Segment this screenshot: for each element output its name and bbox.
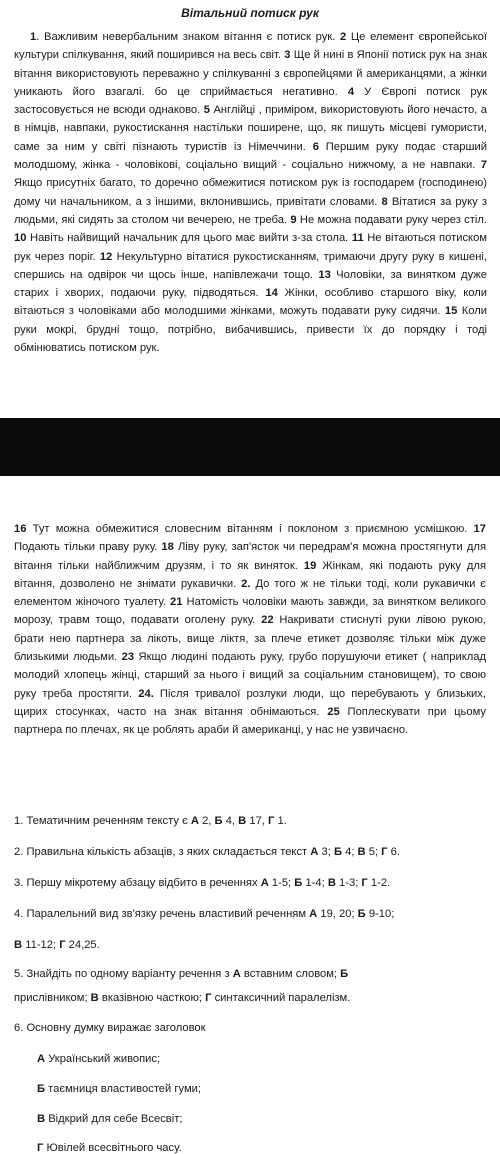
question-text: 19, 20; xyxy=(317,908,358,920)
option-letter: А xyxy=(190,815,199,827)
sentence-number: 24. xyxy=(138,687,154,700)
question-text: 6. Основну думку виражає заголовок xyxy=(14,1022,206,1034)
sentence-number: 3 xyxy=(284,49,291,62)
question-text: 9-10; xyxy=(365,908,395,920)
answer-option-a xyxy=(37,1053,160,1065)
question-text: Ювілей всесвітнього часу. xyxy=(43,1142,182,1154)
question-4 xyxy=(14,908,394,920)
sentence-number: 22 xyxy=(261,614,274,627)
lower-page xyxy=(0,476,500,1154)
sentence-text: Навіть найвищий начальник для цього має вийти з-за стола. xyxy=(26,232,352,245)
black-separator-band xyxy=(0,418,500,476)
option-letter: Б xyxy=(37,1083,46,1095)
sentence-number: 15 xyxy=(444,305,458,318)
sentence-text: До того ж не тільки тоді, коли рукавички є елементом жіночого туалету. xyxy=(14,577,486,609)
sentence-number: 25 xyxy=(327,705,340,718)
option-letter: Б xyxy=(333,846,342,858)
sentence-number: 2. xyxy=(241,577,251,590)
question-text: 17, xyxy=(246,815,269,827)
question-text: 1-3; xyxy=(335,877,362,889)
option-letter: В xyxy=(357,846,366,858)
sentence-number: 21 xyxy=(170,596,183,609)
sentence-text: Вітатися за руку з людьми, які сидять за столом чи вечерею, не треба. xyxy=(14,195,487,226)
sentence-number: 5 xyxy=(203,104,210,117)
question-text: 3; xyxy=(318,846,334,858)
option-letter: Г xyxy=(205,992,212,1004)
lower-paragraph xyxy=(14,520,486,740)
option-letter: А xyxy=(309,908,318,920)
question-text: 1. Тематичним реченням тексту є xyxy=(14,815,191,827)
sentence-text: . Важливим невербальним знаком вітання є потиск рук. xyxy=(36,31,340,43)
sentence-text: Якщо людині подають руку, грубо порушуючи етикет ( наприклад молодий хлопець жінці, старший за нього і вищий за соціальним становищем), то свою руку треба простягти. xyxy=(14,651,486,700)
sentence-number: 23 xyxy=(121,651,135,664)
answer-option-g xyxy=(37,1142,182,1154)
sentence-number: 11 xyxy=(351,232,364,245)
sentence-text: Першим руку подає старший молодшому, жінка - чоловікові, соціально вищий - соціально нижчому, а не навпаки. xyxy=(14,140,487,172)
question-text: 3. Першу мікротему абзацу відбито в реченнях xyxy=(14,877,261,889)
option-letter: А xyxy=(232,968,241,980)
sentence-text: Жінки, особливо старшого віку, коли вітаються з чоловіками або молодшими жінками, можуть подавати руку сидячи. xyxy=(14,287,488,318)
sentence-text: Коли руки мокрі, брудні тощо, потрібно, вибачившись, привести їх до порядку і тоді обмінюватись потиском рук. xyxy=(14,305,487,355)
sentence-number: 4 xyxy=(347,85,355,98)
sentence-text: Не можна подавати руку через стіл. xyxy=(296,213,487,226)
sentence-text: Англійці , приміром, використовують його нечасто, а в німців, навпаки, рукостискання настільки поширене, що, як пишуть місцеві гумористи, саме за ним у світі пізнають туристів із Німеччини. xyxy=(14,104,487,153)
option-letter: В xyxy=(90,992,99,1004)
sentence-number: 6 xyxy=(312,140,319,153)
question-3 xyxy=(14,877,390,889)
question-text: вказівною часткою; xyxy=(98,992,206,1004)
sentence-number: 14 xyxy=(265,287,278,300)
question-text: таємниця властивостей гуми; xyxy=(45,1083,201,1095)
sentence-number: 13 xyxy=(318,268,331,281)
question-text: 5; xyxy=(365,846,382,858)
question-text: прислівником; xyxy=(14,992,91,1004)
sentence-text: Після тривалої розлуки люди, що перебувають у близьких, щирих стосунках, часто на знак вітання обнімаються. xyxy=(14,687,486,718)
option-letter: А xyxy=(37,1053,46,1065)
sentence-number: 17 xyxy=(473,523,486,535)
option-letter: В xyxy=(37,1113,46,1125)
question-text: 2, xyxy=(199,815,215,827)
sentence-text: Ліву руку, зап'ясток чи передрам'я можна простягнути для вітання тільки найближчим друзям, і то як виняток. xyxy=(14,541,486,572)
sentence-number: 12 xyxy=(99,250,113,263)
sentence-text: Накривати стиснуті руки лівою рукою, брати нею партнера за лікоть, вище ліктя, за плече етикет дозволяє тільки між дуже близькими людьми. xyxy=(14,614,487,664)
page-title: Вітальний потиск рук xyxy=(181,6,319,20)
option-letter: Б xyxy=(357,908,366,920)
question-text: 1. xyxy=(274,815,287,827)
question-text: 1-4; xyxy=(302,877,328,889)
option-letter: В xyxy=(327,877,336,889)
sentence-text: Це елемент європейської культури спілкування, який поширився на весь світ. xyxy=(14,31,487,62)
upper-page xyxy=(0,0,500,418)
question-text: 11-12; xyxy=(22,939,60,951)
sentence-text: Подають тільки праву руку. xyxy=(14,541,162,554)
question-text: 2. Правильна кількість абзаців, з яких складається текст xyxy=(14,846,311,858)
sentence-text: Ще й нині в Японії потиск рук на знак вітання використовують переважно у спілкуванні з європейцями й американцями, а жінки уникають його взагалі. бо це сприймається негативно. xyxy=(14,49,487,98)
sentence-number: 7 xyxy=(480,159,487,172)
sentence-text: Натомість чоловіки мають завжди, за винятком великого морозу, травм тощо, подавати оголену руку. xyxy=(14,596,487,627)
question-text: 5. Знайдіть по одному варіанту речення з xyxy=(14,968,233,980)
sentence-number: 18 xyxy=(161,541,174,554)
option-letter: В xyxy=(238,815,247,827)
sentence-text: У Європі потиск рук застосовується не всюди однаково. xyxy=(14,85,487,117)
sentence-text: Чоловіки, за винятком дуже старих і хворих, подаючи руку, підводяться. xyxy=(14,268,487,300)
question-text: 4; xyxy=(341,846,358,858)
sentence-text: Поплескувати при цьому партнера по плечах, як це роблять араби й американці, у нас не узвичаєно. xyxy=(14,705,486,737)
sentence-number: 19 xyxy=(303,559,317,572)
sentence-text: Жінкам, які подають руку для вітання, дозволено не знімати рукавички. xyxy=(14,559,486,590)
option-letter: Г xyxy=(59,939,66,951)
question-1 xyxy=(14,815,287,827)
question-text: Український живопис; xyxy=(45,1053,161,1065)
sentence-number: 16 xyxy=(14,523,27,535)
question-text: 4, xyxy=(222,815,239,827)
question-5 xyxy=(14,968,348,980)
sentence-number: 2 xyxy=(339,31,347,43)
option-letter: Б xyxy=(340,968,349,980)
option-letter: Г xyxy=(361,877,368,889)
question-4-continued xyxy=(14,939,100,951)
sentence-text: Не вітаються потиском рук через поріг. xyxy=(14,232,487,263)
question-text: Відкрий для себе Всесвіт; xyxy=(45,1113,183,1125)
question-text: 24,25. xyxy=(65,939,100,951)
sentence-number: 10 xyxy=(14,232,27,245)
option-letter: А xyxy=(260,877,269,889)
option-letter: Г xyxy=(37,1142,44,1154)
question-text: 1-5; xyxy=(268,877,295,889)
sentence-text: Якщо присутніх багато, то доречно обмежитися потиском рук із господарем (господинею) дому чи начальником, а з іншими, вклонившись, привітати словами. xyxy=(14,177,487,208)
question-text: 6. xyxy=(387,846,400,858)
sentence-number: 1 xyxy=(30,31,37,43)
question-text: 1-2. xyxy=(367,877,391,889)
option-letter: Г xyxy=(381,846,388,858)
option-letter: А xyxy=(310,846,319,858)
question-text: 4. Паралельний вид зв'язку речень властивий реченням xyxy=(14,908,310,920)
question-2 xyxy=(14,846,400,858)
question-5-continued xyxy=(14,992,350,1004)
question-text: вставним словом; xyxy=(240,968,341,980)
option-letter: Б xyxy=(214,815,223,827)
answer-option-v xyxy=(37,1113,182,1125)
option-letter: Б xyxy=(294,877,303,889)
sentence-number: 8 xyxy=(381,195,388,208)
option-letter: В xyxy=(14,939,23,951)
option-letter: Г xyxy=(268,815,275,827)
sentence-number: 9 xyxy=(290,213,297,226)
sentence-text: Некультурно вітатися рукостисканням, тримаючи другу руку в кишені, спершись на одвірок чи щось інше, напівлежачи тощо. xyxy=(14,250,487,281)
question-text: синтаксичний паралелізм. xyxy=(211,992,351,1004)
question-6 xyxy=(14,1022,206,1034)
answer-option-b xyxy=(37,1083,201,1095)
upper-paragraph xyxy=(14,28,487,357)
sentence-text: Тут можна обмежитися словесним вітанням і поклоном з приємною усмішкою. xyxy=(26,523,474,535)
